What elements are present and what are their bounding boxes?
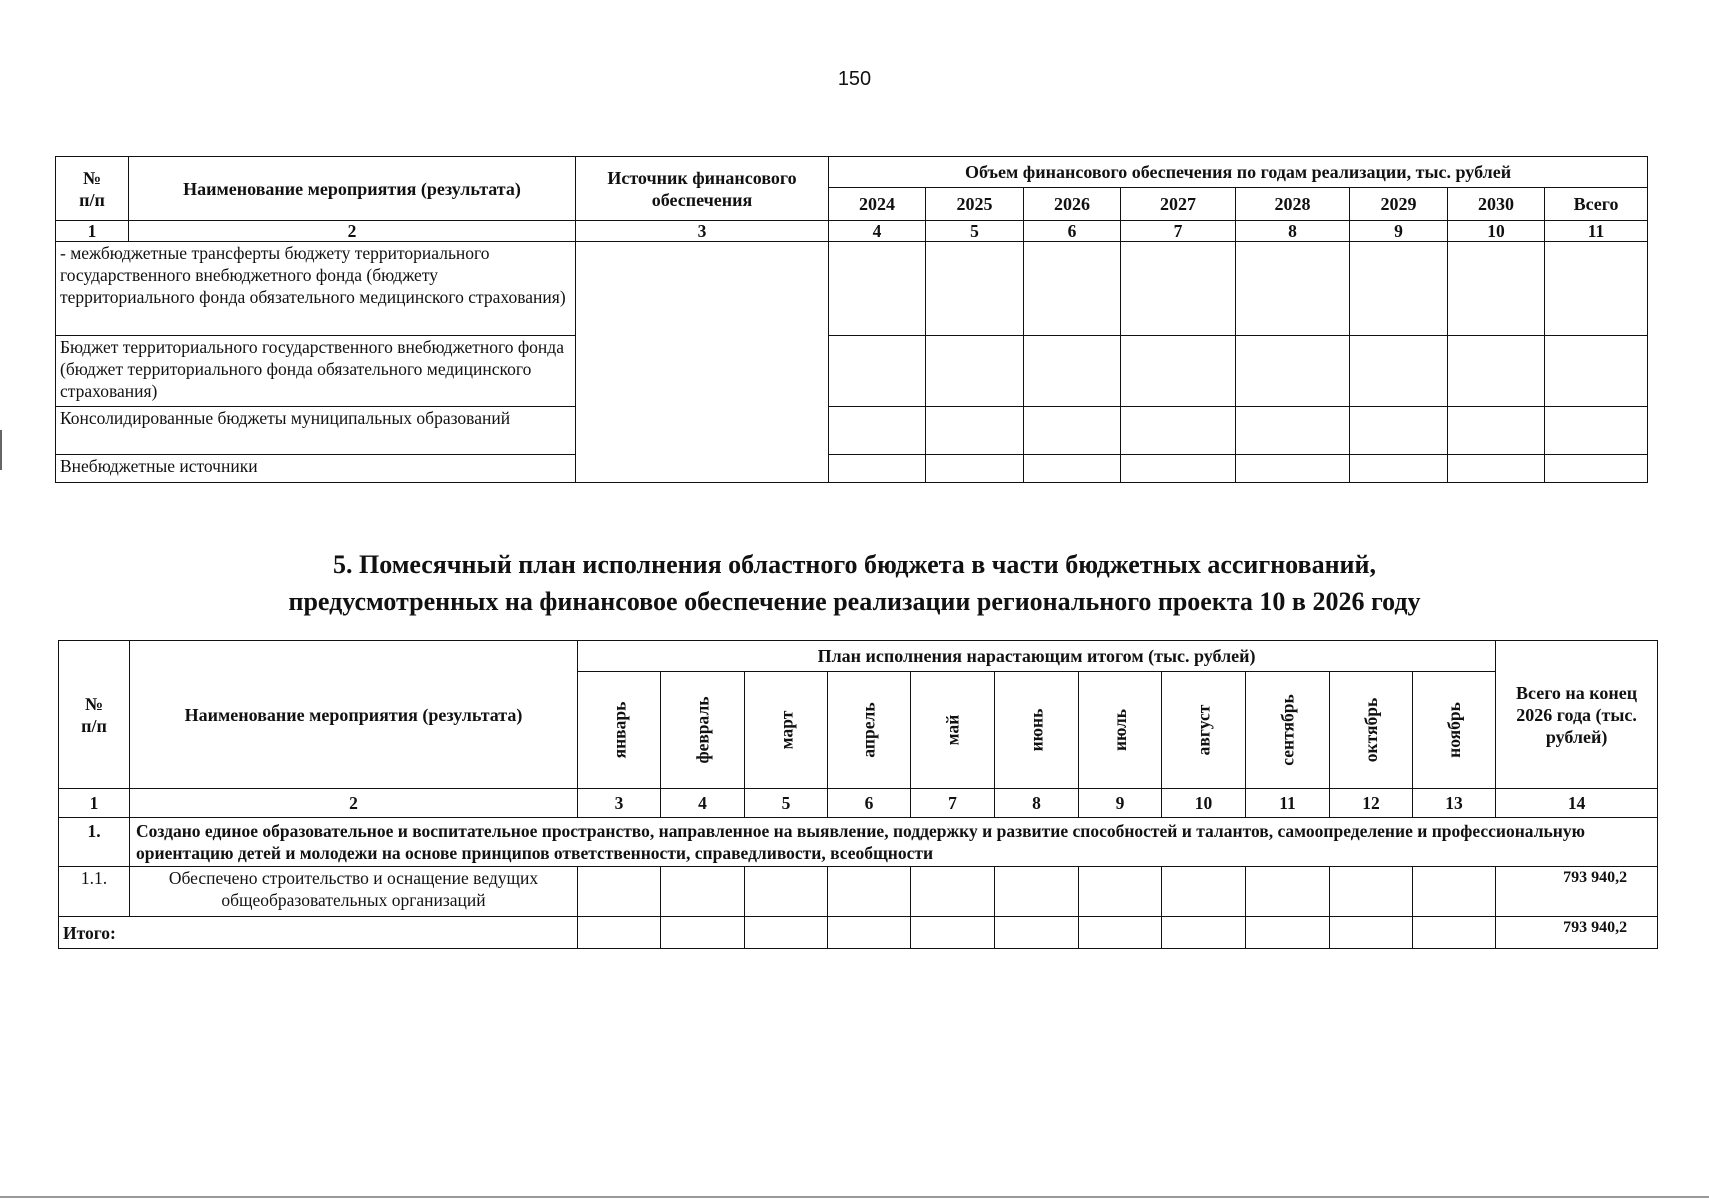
value-cell (1024, 407, 1121, 455)
year-header: 2030 (1448, 188, 1545, 221)
value-cell (1121, 407, 1236, 455)
column-number-row (59, 789, 1658, 818)
column-number: 8 (1236, 221, 1350, 242)
month-header: июль (1079, 672, 1162, 789)
value-cell (926, 242, 1024, 336)
itogo-row (59, 917, 1658, 949)
value-cell (1236, 455, 1350, 483)
value-cell (1350, 336, 1448, 407)
goal-text: Создано единое образовательное и воспитательное пространство, направленное на выявление, поддержку и развитие способностей и талантов, самоопределение и профессиональную ориентацию детей и молодежи на основе принципов ответственности, справедливости, всеобщности (130, 818, 1658, 867)
section-heading-line: предусмотренных на финансовое обеспечение реализации регионального проекта 10 в 2026 году (288, 587, 1421, 616)
goal-number: 1. (59, 818, 130, 867)
month-cell (661, 867, 745, 917)
col-num-header: № п/п (56, 157, 129, 221)
value-cell (926, 336, 1024, 407)
column-number: 5 (926, 221, 1024, 242)
value-cell (829, 407, 926, 455)
table-row (56, 336, 1648, 407)
month-cell (1330, 917, 1413, 949)
value-cell (1024, 336, 1121, 407)
month-cell (911, 867, 995, 917)
value-cell (1350, 407, 1448, 455)
column-number: 9 (1079, 789, 1162, 818)
value-cell (829, 242, 926, 336)
year-header: 2029 (1350, 188, 1448, 221)
col-name-header: Наименование мероприятия (результата) (129, 157, 576, 221)
year-header: 2026 (1024, 188, 1121, 221)
table-row (56, 242, 1648, 336)
month-cell (1162, 867, 1246, 917)
value-cell (1545, 455, 1648, 483)
month-cell (1330, 867, 1413, 917)
column-number: 8 (995, 789, 1079, 818)
item-number: 1.1. (59, 867, 130, 917)
value-cell (1350, 242, 1448, 336)
value-cell (1024, 455, 1121, 483)
column-number: 6 (828, 789, 911, 818)
month-cell (578, 917, 661, 949)
month-cell (1246, 917, 1330, 949)
col-total-header: Всего на конец 2026 года (тыс. рублей) (1496, 641, 1658, 789)
col-num-header: № п/п (59, 641, 130, 789)
month-cell (1079, 867, 1162, 917)
financing-table (55, 156, 1648, 483)
month-cell (1162, 917, 1246, 949)
month-cell (828, 867, 911, 917)
table-row (56, 407, 1648, 455)
value-cell (1448, 336, 1545, 407)
page-number: 150 (837, 68, 872, 90)
item-name: Обеспечено строительство и оснащение ведущих общеобразовательных организаций (130, 867, 578, 917)
col-volume-header: Объем финансового обеспечения по годам реализации, тыс. рублей (829, 157, 1648, 188)
row-name: - межбюджетные трансферты бюджету территориального государственного внебюджетного фонда (бюджету территориального фонда обязательного медицинского страхования) (56, 242, 576, 336)
value-cell (829, 455, 926, 483)
column-number: 7 (911, 789, 995, 818)
column-number: 4 (829, 221, 926, 242)
value-cell (1545, 242, 1648, 336)
month-cell (995, 867, 1079, 917)
month-cell (1079, 917, 1162, 949)
scan-edge-mark (0, 1196, 1709, 1198)
value-cell (1448, 242, 1545, 336)
column-number: 14 (1496, 789, 1658, 818)
month-header: сентябрь (1246, 672, 1330, 789)
table-row (56, 455, 1648, 483)
itogo-total: 793 940,2 (1496, 917, 1658, 949)
value-cell (1121, 336, 1236, 407)
column-number: 4 (661, 789, 745, 818)
column-number: 11 (1545, 221, 1648, 242)
source-cell (576, 242, 829, 483)
year-header: 2024 (829, 188, 926, 221)
column-number: 2 (130, 789, 578, 818)
month-cell (745, 917, 828, 949)
value-cell (1350, 455, 1448, 483)
value-cell (1236, 336, 1350, 407)
value-cell (829, 336, 926, 407)
goal-row (59, 818, 1658, 867)
month-header: январь (578, 672, 661, 789)
month-cell (995, 917, 1079, 949)
year-header: Всего (1545, 188, 1648, 221)
value-cell (926, 455, 1024, 483)
month-header: октябрь (1330, 672, 1413, 789)
month-cell (661, 917, 745, 949)
month-header: август (1162, 672, 1246, 789)
month-cell (745, 867, 828, 917)
month-cell (1413, 867, 1496, 917)
month-header: март (745, 672, 828, 789)
column-number: 1 (59, 789, 130, 818)
header-row (56, 157, 1648, 188)
scan-edge-mark (0, 430, 2, 470)
row-name: Консолидированные бюджеты муниципальных образований (56, 407, 576, 455)
monthly-plan-table (58, 640, 1658, 949)
month-header: апрель (828, 672, 911, 789)
column-number: 1 (56, 221, 129, 242)
month-header: февраль (661, 672, 745, 789)
column-number: 13 (1413, 789, 1496, 818)
month-cell (911, 917, 995, 949)
month-cell (578, 867, 661, 917)
column-number: 12 (1330, 789, 1413, 818)
column-number: 6 (1024, 221, 1121, 242)
item-total: 793 940,2 (1496, 867, 1658, 917)
column-number: 3 (576, 221, 829, 242)
column-number: 2 (129, 221, 576, 242)
value-cell (1121, 455, 1236, 483)
section-heading-line: 5. Помесячный план исполнения областного бюджета в части бюджетных ассигнований, (332, 550, 1377, 579)
value-cell (1545, 336, 1648, 407)
section-heading (0, 546, 1709, 620)
column-number: 11 (1246, 789, 1330, 818)
year-header: 2027 (1121, 188, 1236, 221)
year-header: 2025 (926, 188, 1024, 221)
col-plan-header: План исполнения нарастающим итогом (тыс. рублей) (578, 641, 1496, 672)
column-number: 5 (745, 789, 828, 818)
value-cell (1024, 242, 1121, 336)
value-cell (1236, 242, 1350, 336)
row-name: Бюджет территориального государственного внебюджетного фонда (бюджет территориального фонда обязательного медицинского страхования) (56, 336, 576, 407)
header-row (59, 641, 1658, 672)
row-name: Внебюджетные источники (56, 455, 576, 483)
column-number-row (56, 221, 1648, 242)
month-header: ноябрь (1413, 672, 1496, 789)
value-cell (1236, 407, 1350, 455)
value-cell (926, 407, 1024, 455)
column-number: 7 (1121, 221, 1236, 242)
column-number: 10 (1162, 789, 1246, 818)
col-source-header: Источник финансового обеспечения (576, 157, 829, 221)
value-cell (1448, 455, 1545, 483)
month-cell (1246, 867, 1330, 917)
value-cell (1121, 242, 1236, 336)
month-cell (828, 917, 911, 949)
month-header: июнь (995, 672, 1079, 789)
itogo-label: Итого: (59, 917, 578, 949)
column-number: 9 (1350, 221, 1448, 242)
value-cell (1545, 407, 1648, 455)
value-cell (1448, 407, 1545, 455)
column-number: 10 (1448, 221, 1545, 242)
column-number: 3 (578, 789, 661, 818)
year-header: 2028 (1236, 188, 1350, 221)
month-header: май (911, 672, 995, 789)
col-name-header: Наименование мероприятия (результата) (130, 641, 578, 789)
month-cell (1413, 917, 1496, 949)
table-row (59, 867, 1658, 917)
